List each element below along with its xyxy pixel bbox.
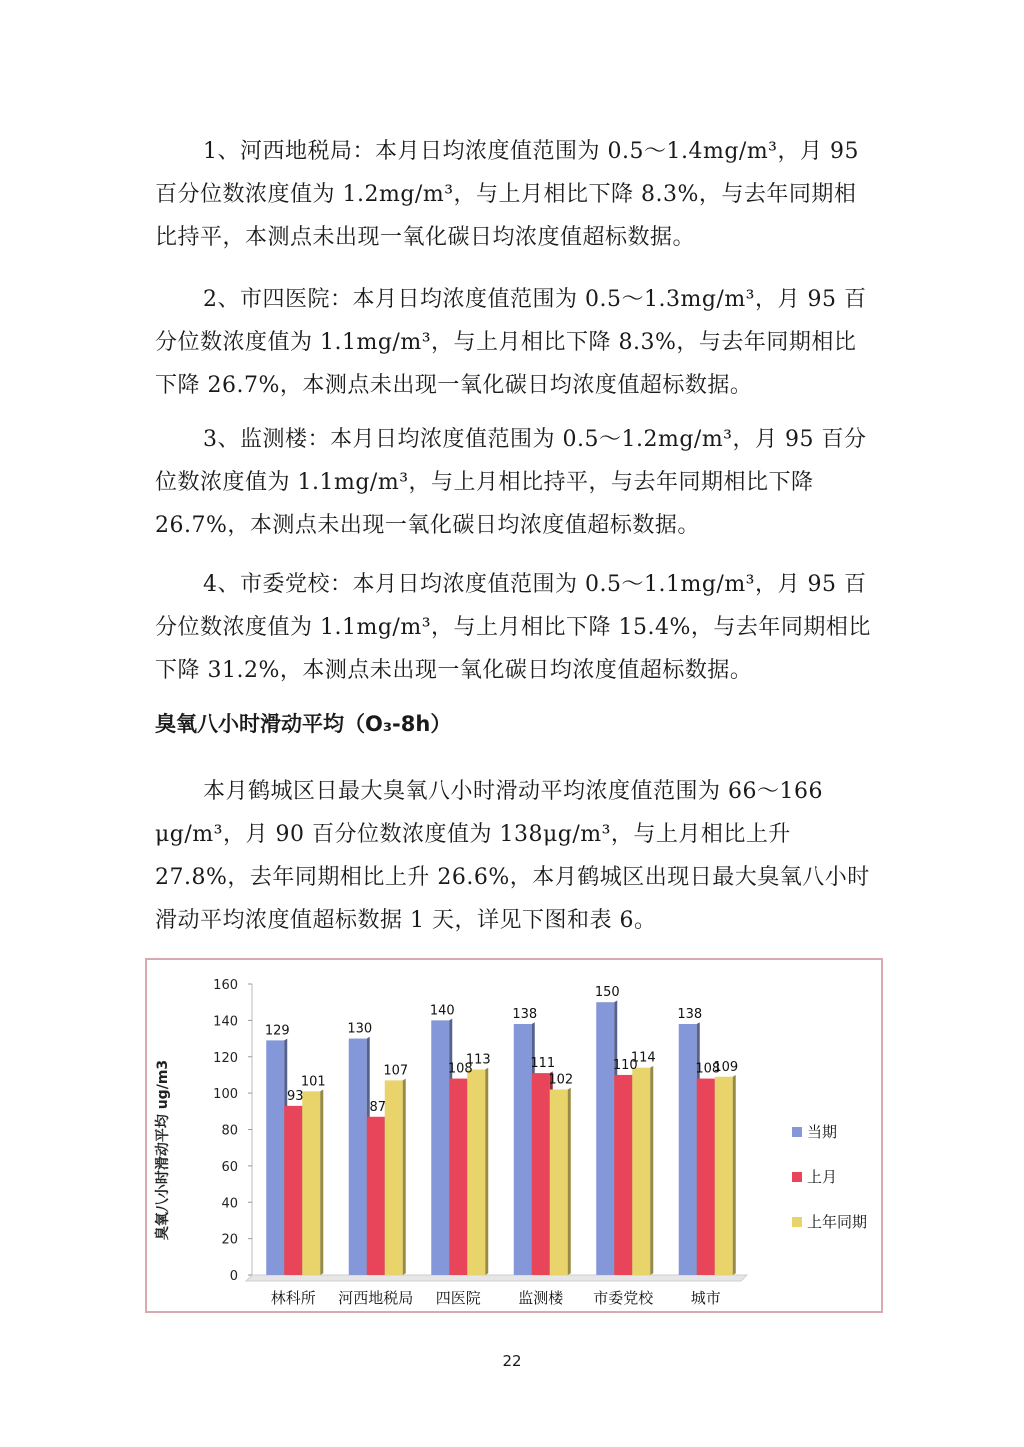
data-label: 114 (630, 1050, 656, 1066)
category-label: 河西地税局 (338, 1289, 414, 1307)
bar-上月-监测楼 (532, 1073, 550, 1275)
bar-上年同期-市委党校 (632, 1068, 650, 1275)
bar-side (650, 1066, 653, 1275)
legend-label: 当期 (807, 1123, 838, 1141)
data-label: 110 (612, 1057, 638, 1073)
data-label: 113 (465, 1052, 491, 1068)
y-tick-label: 0 (229, 1269, 238, 1284)
bar-上年同期-河西地税局 (385, 1080, 403, 1275)
paragraph-hexi: 1、河西地税局：本月日均浓度值范围为 0.5～1.4mg/m³，月 95 百分位数浓度值为 1.2mg/m³，与上月相比下降 8.3%，与去年同期相比持平，本测点未出现一氧化碳日均浓度值超标数据。 (155, 139, 859, 250)
y-tick-label: 20 (221, 1232, 238, 1248)
y-tick-label: 140 (213, 1014, 238, 1030)
y-tick-label: 60 (221, 1159, 238, 1175)
legend-label: 上年同期 (807, 1213, 868, 1231)
paragraph-monitor-building: 3、监测楼：本月日均浓度值范围为 0.5～1.2mg/m³，月 95 百分位数浓度值为 1.1mg/m³，与上月相比持平，与去年同期相比下降 26.7%，本测点未出现一氧化碳日均浓度值超标数据。 (155, 427, 867, 538)
category-label: 城市 (690, 1289, 721, 1307)
data-label: 129 (264, 1023, 290, 1039)
bar-上年同期-城市 (715, 1077, 733, 1275)
bar-上月-城市 (697, 1079, 715, 1275)
bar-上年同期-监测楼 (550, 1089, 568, 1275)
page-number: 22 (502, 1352, 522, 1370)
category-label: 四医院 (435, 1289, 481, 1307)
category-label: 林科所 (270, 1289, 316, 1307)
chart-svg (147, 960, 881, 1311)
bar-当期-城市 (679, 1024, 697, 1275)
bar-当期-四医院 (431, 1020, 449, 1275)
bar-上月-市委党校 (614, 1075, 632, 1275)
paragraph-ozone: 本月鹤城区日最大臭氧八小时滑动平均浓度值范围为 66～166 μg/m³，月 90 百分位数浓度值为 138μg/m³，与上月相比上升 27.8%，去年同期相比上升 26.6%，本月鹤城区出现日最大臭氧八小时滑动平均浓度值超标数据 1 天，详见下图和表 6。 (155, 779, 870, 933)
bar-上月-四医院 (449, 1079, 467, 1275)
y-tick-label: 120 (213, 1050, 238, 1066)
data-label: 108 (695, 1061, 721, 1077)
data-label: 107 (383, 1063, 409, 1079)
bar-上月-河西地税局 (367, 1117, 385, 1275)
y-tick-label: 40 (221, 1196, 238, 1212)
bar-side (485, 1068, 488, 1275)
data-label: 102 (548, 1072, 574, 1088)
category-label: 监测楼 (518, 1289, 564, 1307)
data-label: 130 (347, 1021, 373, 1037)
bar-当期-监测楼 (514, 1024, 532, 1275)
data-label: 140 (429, 1003, 455, 1019)
data-label: 111 (530, 1056, 556, 1072)
section-heading: 臭氧八小时滑动平均（O₃-8h） (155, 712, 452, 736)
paragraph-party-school: 4、市委党校：本月日均浓度值范围为 0.5～1.1mg/m³，月 95 百分位数浓度值为 1.1mg/m³，与上月相比下降 15.4%，与去年同期相比下降 31.2%，本测点未出现一氧化碳日均浓度值超标数据。 (155, 572, 871, 683)
bar-当期-市委党校 (596, 1002, 614, 1275)
y-axis-label: 臭氧八小时滑动平均 ug/m3 (155, 1059, 171, 1241)
y-axis-label-group (154, 1060, 171, 1240)
bar-side (320, 1090, 323, 1275)
bar-side (568, 1088, 571, 1275)
y-tick-label: 160 (213, 978, 238, 993)
data-label: 108 (447, 1061, 473, 1077)
data-label: 138 (677, 1007, 703, 1023)
bar-上年同期-林科所 (302, 1091, 320, 1275)
data-label: 93 (286, 1088, 304, 1104)
data-label: 150 (594, 985, 620, 1001)
y-tick-label: 100 (213, 1087, 238, 1103)
ozone-bar-chart (145, 958, 883, 1313)
data-label: 138 (512, 1007, 538, 1023)
category-label: 市委党校 (593, 1289, 654, 1307)
data-label: 109 (713, 1059, 739, 1075)
y-tick-label: 80 (221, 1123, 238, 1139)
data-label: 87 (369, 1099, 387, 1115)
legend-label: 上月 (807, 1168, 838, 1186)
bar-上年同期-四医院 (467, 1069, 485, 1275)
legend-swatch (792, 1217, 802, 1227)
legend-swatch (792, 1172, 802, 1182)
bar-当期-林科所 (266, 1040, 284, 1275)
bar-上月-林科所 (284, 1106, 302, 1275)
legend-swatch (792, 1127, 802, 1137)
data-label: 101 (300, 1074, 326, 1090)
chart-floor (246, 1275, 747, 1281)
bar-side (403, 1079, 406, 1275)
bar-当期-河西地税局 (349, 1039, 367, 1275)
bar-side (733, 1075, 736, 1275)
paragraph-hospital: 2、市四医院：本月日均浓度值范围为 0.5～1.3mg/m³，月 95 百分位数浓度值为 1.1mg/m³，与上月相比下降 8.3%，与去年同期相比下降 26.7%，本测点未出现一氧化碳日均浓度值超标数据。 (155, 287, 867, 398)
